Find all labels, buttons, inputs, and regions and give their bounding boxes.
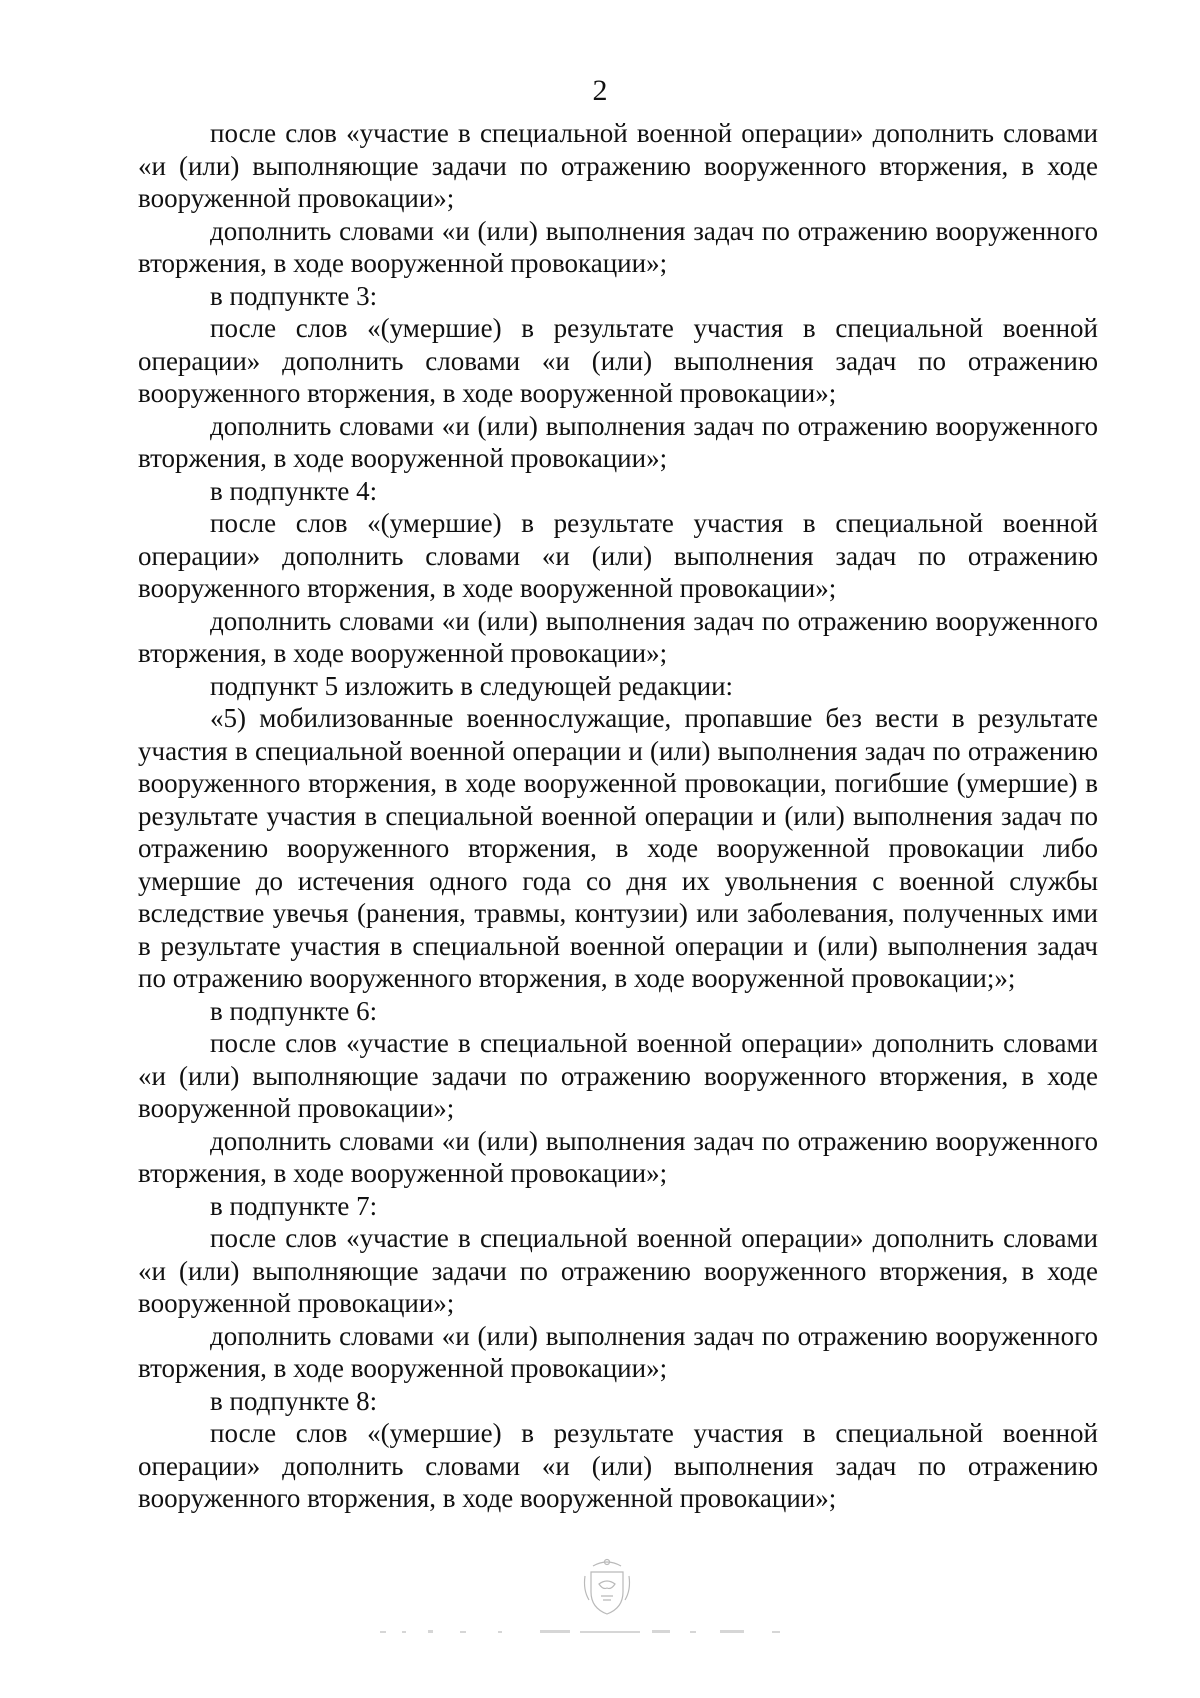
paragraph: дополнить словами «и (или) выполнения задач по отражению вооруженного вторжения, в ходе вооруженной провокации»; <box>138 215 1098 278</box>
paragraph: после слов «участие в специальной военной операции» дополнить словами «и (или) выполняющие задачи по отражению вооруженного вторжения, в ходе вооруженной провокации»; <box>138 1223 1098 1318</box>
document-body <box>138 117 1098 1515</box>
coat-of-arms-icon <box>581 1556 633 1618</box>
paragraph: после слов «участие в специальной военной операции» дополнить словами «и (или) выполняющие задачи по отражению вооруженного вторжения, в ходе вооруженной провокации»; <box>138 118 1098 213</box>
footer-scan-marks <box>380 1627 820 1637</box>
paragraph: дополнить словами «и (или) выполнения задач по отражению вооруженного вторжения, в ходе вооруженной провокации»; <box>138 1320 1098 1383</box>
paragraph: в подпункте 8: <box>210 1385 378 1416</box>
paragraph: в подпункте 4: <box>210 475 378 506</box>
page-number: 2 <box>592 74 608 107</box>
paragraph: в подпункте 3: <box>210 280 378 311</box>
paragraph: подпункт 5 изложить в следующей редакции: <box>210 670 734 701</box>
paragraph: после слов «(умершие) в результате участия в специальной военной операции» дополнить словами «и (или) выполнения задач по отражению вооруженного вторжения, в ходе вооруженной провокации»; <box>138 1418 1098 1513</box>
paragraph: дополнить словами «и (или) выполнения задач по отражению вооруженного вторжения, в ходе вооруженной провокации»; <box>138 1125 1098 1188</box>
paragraph: дополнить словами «и (или) выполнения задач по отражению вооруженного вторжения, в ходе вооруженной провокации»; <box>138 410 1098 473</box>
paragraph: дополнить словами «и (или) выполнения задач по отражению вооруженного вторжения, в ходе вооруженной провокации»; <box>138 605 1098 668</box>
paragraph: в подпункте 7: <box>210 1190 378 1221</box>
paragraph: после слов «(умершие) в результате участия в специальной военной операции» дополнить словами «и (или) выполнения задач по отражению вооруженного вторжения, в ходе вооруженной провокации»; <box>138 508 1098 603</box>
paragraph: после слов «участие в специальной военной операции» дополнить словами «и (или) выполняющие задачи по отражению вооруженного вторжения, в ходе вооруженной провокации»; <box>138 1028 1098 1123</box>
paragraph: после слов «(умершие) в результате участия в специальной военной операции» дополнить словами «и (или) выполнения задач по отражению вооруженного вторжения, в ходе вооруженной провокации»; <box>138 313 1098 408</box>
paragraph: «5) мобилизованные военнослужащие, пропавшие без вести в результате участия в специальной военной операции и (или) выполнения задач по отражению вооруженного вторжения, в ходе вооруженной провокации, погибшие (умершие) в результате участия в специальной военной операции и (или) выполнения задач по отражению вооруженного вторжения, в ходе вооруженной провокации либо умершие до истечения одного года со дня их увольнения с военной службы вследствие увечья (ранения, травмы, контузии) или заболевания, полученных ими в результате участия в специальной военной операции и (или) выполнения задач по отражению вооруженного вторжения, в ходе вооруженной провокации;»; <box>138 703 1098 993</box>
paragraph: в подпункте 6: <box>210 995 378 1026</box>
